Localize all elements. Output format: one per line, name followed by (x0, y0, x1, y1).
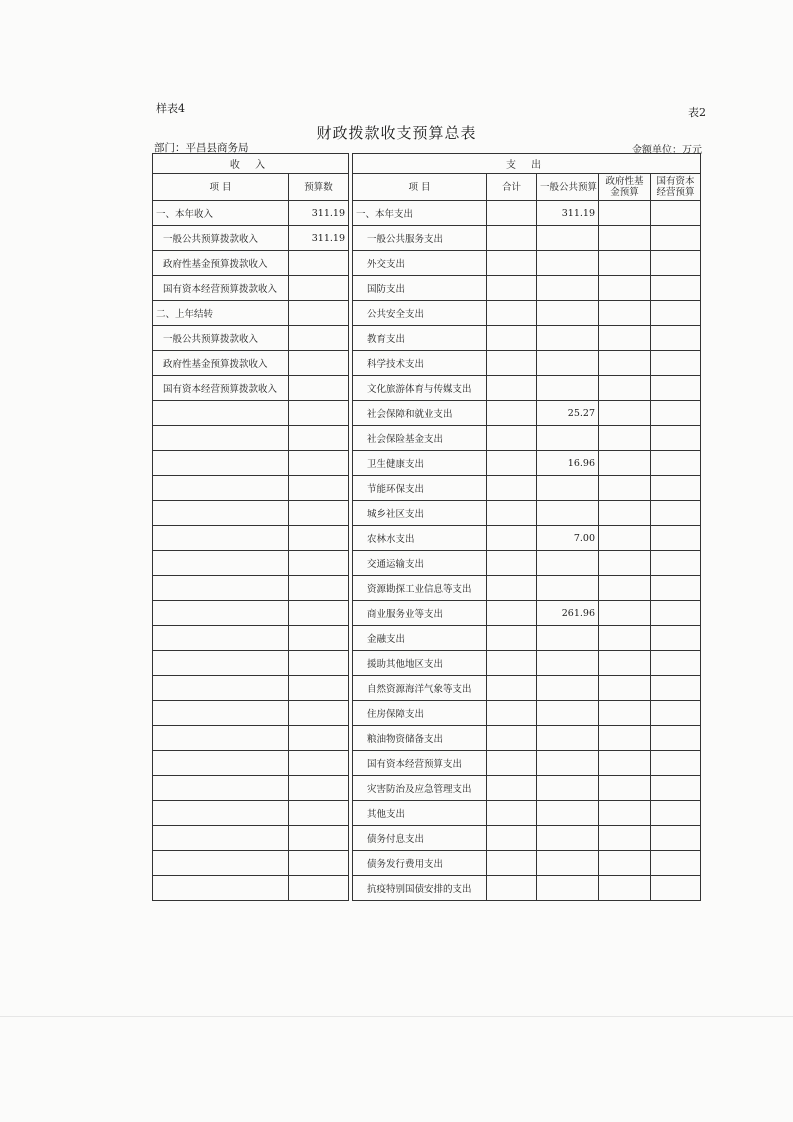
total-cell (487, 701, 537, 726)
state-capital-cell (651, 726, 701, 751)
income-item-cell (153, 826, 289, 851)
budget-table (152, 153, 701, 901)
gov-fund-cell (599, 376, 651, 401)
income-amount-cell (289, 476, 349, 501)
gov-fund-cell (599, 776, 651, 801)
expense-item-cell: 抗疫特别国债安排的支出 (353, 876, 487, 901)
income-item-cell: 国有资本经营预算拨款收入 (153, 276, 289, 301)
total-cell (487, 626, 537, 651)
page-title: 财政拨款收支预算总表 (316, 124, 477, 142)
state-capital-cell (651, 226, 701, 251)
state-capital-cell (651, 326, 701, 351)
income-amount-cell (289, 576, 349, 601)
state-capital-cell (651, 501, 701, 526)
total-cell (487, 451, 537, 476)
state-capital-cell (651, 776, 701, 801)
table-row (153, 451, 701, 476)
gov-fund-cell (599, 276, 651, 301)
state-capital-cell (651, 351, 701, 376)
income-amount-cell (289, 701, 349, 726)
general-public-cell (537, 551, 599, 576)
income-item-cell (153, 701, 289, 726)
state-capital-cell (651, 551, 701, 576)
general-public-cell (537, 476, 599, 501)
total-cell (487, 476, 537, 501)
state-capital-cell (651, 451, 701, 476)
income-item-cell (153, 601, 289, 626)
gov-fund-cell (599, 726, 651, 751)
total-cell (487, 426, 537, 451)
income-item-cell (153, 776, 289, 801)
expense-item-cell: 国防支出 (353, 276, 487, 301)
income-amount-cell (289, 776, 349, 801)
table-row (153, 351, 701, 376)
income-item-cell (153, 576, 289, 601)
state-capital-cell (651, 576, 701, 601)
gov-fund-cell (599, 751, 651, 776)
table-row (153, 851, 701, 876)
table-row (153, 226, 701, 251)
expense-item-cell: 国有资本经营预算支出 (353, 751, 487, 776)
gov-fund-cell (599, 501, 651, 526)
expense-item-cell: 节能环保支出 (353, 476, 487, 501)
income-amount-cell (289, 626, 349, 651)
general-public-cell (537, 426, 599, 451)
state-capital-cell (651, 801, 701, 826)
state-capital-cell (651, 251, 701, 276)
general-public-cell (537, 276, 599, 301)
table-row (153, 876, 701, 901)
total-cell (487, 226, 537, 251)
income-item-cell (153, 726, 289, 751)
income-item-cell (153, 476, 289, 501)
table-row (153, 551, 701, 576)
state-capital-cell (651, 376, 701, 401)
gov-fund-cell (599, 526, 651, 551)
income-amount-cell (289, 376, 349, 401)
state-capital-cell (651, 676, 701, 701)
expense-item-cell: 科学技术支出 (353, 351, 487, 376)
table-row (153, 651, 701, 676)
income-item-cell (153, 551, 289, 576)
table-row (153, 826, 701, 851)
income-amount-cell (289, 351, 349, 376)
general-public-cell (537, 251, 599, 276)
expense-item-cell: 商业服务业等支出 (353, 601, 487, 626)
general-public-cell: 16.96 (537, 451, 599, 476)
total-cell (487, 326, 537, 351)
table-row (153, 576, 701, 601)
total-cell (487, 601, 537, 626)
gov-fund-cell (599, 426, 651, 451)
group-header-row (153, 154, 701, 174)
income-item-cell (153, 801, 289, 826)
expense-item-cell: 金融支出 (353, 626, 487, 651)
gov-fund-cell (599, 401, 651, 426)
general-public-cell (537, 776, 599, 801)
general-public-cell (537, 651, 599, 676)
table-number: 表2 (688, 106, 706, 119)
income-amount-cell (289, 451, 349, 476)
total-cell (487, 201, 537, 226)
income-item-cell (153, 526, 289, 551)
general-public-cell (537, 326, 599, 351)
table-row (153, 276, 701, 301)
income-amount-cell (289, 676, 349, 701)
income-amount-cell (289, 401, 349, 426)
table-row (153, 801, 701, 826)
income-amount-cell: 311.19 (289, 226, 349, 251)
expense-item-cell: 一般公共服务支出 (353, 226, 487, 251)
expense-item-cell: 社会保障和就业支出 (353, 401, 487, 426)
expense-item-cell: 灾害防治及应急管理支出 (353, 776, 487, 801)
general-public-cell: 261.96 (537, 601, 599, 626)
gov-fund-cell (599, 451, 651, 476)
total-cell (487, 576, 537, 601)
gov-fund-cell (599, 851, 651, 876)
sample-label: 样表4 (156, 102, 185, 115)
income-amount-cell (289, 826, 349, 851)
state-capital-cell (651, 476, 701, 501)
state-capital-cell (651, 401, 701, 426)
general-public-cell: 25.27 (537, 401, 599, 426)
total-cell (487, 751, 537, 776)
income-amount-cell (289, 526, 349, 551)
state-capital-cell (651, 651, 701, 676)
general-public-cell (537, 626, 599, 651)
gov-fund-cell (599, 201, 651, 226)
table-row (153, 376, 701, 401)
expense-item-cell: 资源勘探工业信息等支出 (353, 576, 487, 601)
table-row (153, 476, 701, 501)
general-public-cell (537, 701, 599, 726)
general-public-cell (537, 576, 599, 601)
income-item-cell (153, 851, 289, 876)
expense-item-cell: 债务发行费用支出 (353, 851, 487, 876)
table-row (153, 401, 701, 426)
expense-item-cell: 一、本年支出 (353, 201, 487, 226)
income-item-cell: 一般公共预算拨款收入 (153, 226, 289, 251)
general-public-header: 一般公共预算 (537, 174, 599, 201)
income-amount-cell (289, 301, 349, 326)
gov-fund-cell (599, 326, 651, 351)
income-group-header: 收 入 (153, 154, 349, 174)
state-capital-cell (651, 201, 701, 226)
table-row (153, 301, 701, 326)
expense-item-cell: 教育支出 (353, 326, 487, 351)
state-capital-cell (651, 301, 701, 326)
total-cell (487, 401, 537, 426)
expense-item-cell: 外交支出 (353, 251, 487, 276)
total-cell (487, 801, 537, 826)
gov-fund-cell (599, 826, 651, 851)
table-row (153, 751, 701, 776)
state-capital-cell (651, 601, 701, 626)
income-item-cell (153, 451, 289, 476)
scan-edge-line (0, 1016, 793, 1017)
total-cell (487, 251, 537, 276)
income-amount-cell (289, 851, 349, 876)
table-row (153, 526, 701, 551)
income-item-header: 项 目 (153, 174, 289, 201)
state-capital-cell (651, 526, 701, 551)
general-public-cell (537, 501, 599, 526)
total-cell (487, 676, 537, 701)
income-amount-cell (289, 551, 349, 576)
state-capital-cell (651, 701, 701, 726)
general-public-cell (537, 726, 599, 751)
expense-item-header: 项 目 (353, 174, 487, 201)
income-amount-cell (289, 651, 349, 676)
income-amount-cell (289, 276, 349, 301)
gov-fund-cell (599, 251, 651, 276)
general-public-cell (537, 301, 599, 326)
state-capital-cell (651, 876, 701, 901)
expense-item-cell: 农林水支出 (353, 526, 487, 551)
total-cell (487, 276, 537, 301)
gov-fund-header: 政府性基金预算 (599, 174, 651, 201)
income-item-cell: 政府性基金预算拨款收入 (153, 251, 289, 276)
expense-item-cell: 社会保险基金支出 (353, 426, 487, 451)
total-cell (487, 776, 537, 801)
state-capital-cell (651, 626, 701, 651)
expense-item-cell: 卫生健康支出 (353, 451, 487, 476)
gov-fund-cell (599, 351, 651, 376)
total-cell (487, 501, 537, 526)
total-header: 合计 (487, 174, 537, 201)
income-item-cell (153, 501, 289, 526)
expense-item-cell: 公共安全支出 (353, 301, 487, 326)
department-label: 部门：平昌县商务局 (154, 142, 249, 154)
expense-item-cell: 粮油物资储备支出 (353, 726, 487, 751)
income-item-cell (153, 751, 289, 776)
gov-fund-cell (599, 551, 651, 576)
expense-item-cell: 住房保障支出 (353, 701, 487, 726)
general-public-cell (537, 801, 599, 826)
general-public-cell (537, 376, 599, 401)
income-item-cell: 国有资本经营预算拨款收入 (153, 376, 289, 401)
gov-fund-cell (599, 626, 651, 651)
table-row (153, 426, 701, 451)
income-item-cell: 政府性基金预算拨款收入 (153, 351, 289, 376)
income-item-cell (153, 651, 289, 676)
table-row (153, 776, 701, 801)
income-item-cell (153, 426, 289, 451)
total-cell (487, 551, 537, 576)
general-public-cell (537, 851, 599, 876)
gov-fund-cell (599, 876, 651, 901)
gov-fund-cell (599, 301, 651, 326)
table-row (153, 676, 701, 701)
expense-item-cell: 交通运输支出 (353, 551, 487, 576)
expense-item-cell: 自然资源海洋气象等支出 (353, 676, 487, 701)
total-cell (487, 376, 537, 401)
state-capital-cell (651, 276, 701, 301)
table-row (153, 201, 701, 226)
total-cell (487, 526, 537, 551)
income-amount-cell (289, 801, 349, 826)
income-item-cell (153, 676, 289, 701)
total-cell (487, 851, 537, 876)
table-row (153, 251, 701, 276)
total-cell (487, 826, 537, 851)
income-item-cell (153, 626, 289, 651)
gov-fund-cell (599, 701, 651, 726)
table-row (153, 726, 701, 751)
general-public-cell: 311.19 (537, 201, 599, 226)
total-cell (487, 876, 537, 901)
expense-group-header: 支 出 (353, 154, 701, 174)
income-amount-cell (289, 426, 349, 451)
income-amount-cell (289, 601, 349, 626)
expense-item-cell: 债务付息支出 (353, 826, 487, 851)
income-amount-cell (289, 501, 349, 526)
general-public-cell (537, 826, 599, 851)
income-amount-cell (289, 751, 349, 776)
expense-item-cell: 援助其他地区支出 (353, 651, 487, 676)
expense-item-cell: 其他支出 (353, 801, 487, 826)
state-capital-header: 国有资本经营预算 (651, 174, 701, 201)
income-item-cell (153, 401, 289, 426)
income-amount-cell (289, 876, 349, 901)
gov-fund-cell (599, 226, 651, 251)
income-amount-cell (289, 251, 349, 276)
table-row (153, 326, 701, 351)
total-cell (487, 301, 537, 326)
unit-label: 金额单位：万元 (632, 145, 702, 156)
gov-fund-cell (599, 801, 651, 826)
general-public-cell (537, 676, 599, 701)
general-public-cell: 7.00 (537, 526, 599, 551)
income-item-cell: 一般公共预算拨款收入 (153, 326, 289, 351)
expense-item-cell: 文化旅游体育与传媒支出 (353, 376, 487, 401)
gov-fund-cell (599, 476, 651, 501)
income-amount-cell (289, 726, 349, 751)
column-header-row (153, 174, 701, 201)
gov-fund-cell (599, 676, 651, 701)
income-item-cell: 二、上年结转 (153, 301, 289, 326)
general-public-cell (537, 876, 599, 901)
expense-item-cell: 城乡社区支出 (353, 501, 487, 526)
state-capital-cell (651, 751, 701, 776)
income-item-cell: 一、本年收入 (153, 201, 289, 226)
total-cell (487, 726, 537, 751)
gov-fund-cell (599, 651, 651, 676)
income-item-cell (153, 876, 289, 901)
income-amount-cell: 311.19 (289, 201, 349, 226)
gov-fund-cell (599, 576, 651, 601)
state-capital-cell (651, 826, 701, 851)
state-capital-cell (651, 426, 701, 451)
table-row (153, 601, 701, 626)
table-row (153, 626, 701, 651)
total-cell (487, 651, 537, 676)
income-budget-header: 预算数 (289, 174, 349, 201)
income-amount-cell (289, 326, 349, 351)
general-public-cell (537, 751, 599, 776)
table-row (153, 501, 701, 526)
state-capital-cell (651, 851, 701, 876)
total-cell (487, 351, 537, 376)
table-row (153, 701, 701, 726)
general-public-cell (537, 226, 599, 251)
general-public-cell (537, 351, 599, 376)
gov-fund-cell (599, 601, 651, 626)
